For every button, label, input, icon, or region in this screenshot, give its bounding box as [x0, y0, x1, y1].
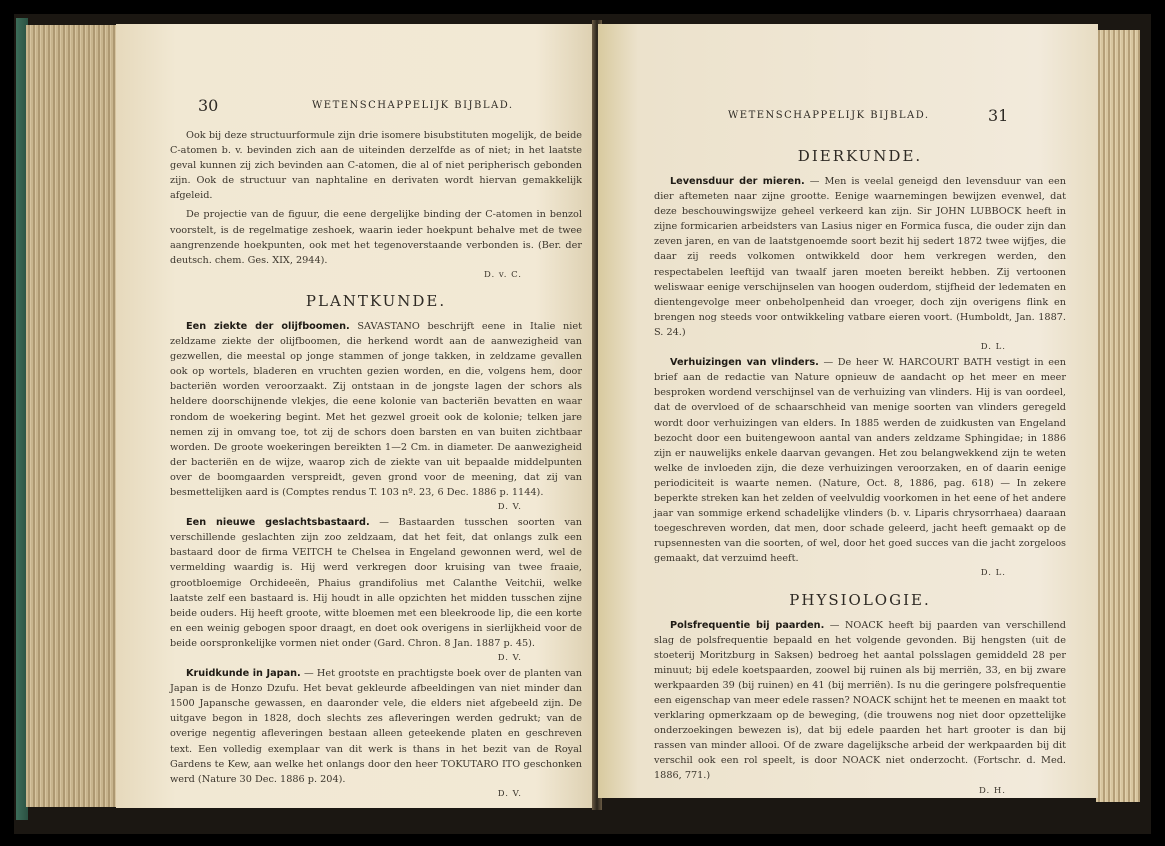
page-number: 31 [988, 106, 1009, 125]
right-page [598, 24, 1098, 798]
signature: D. V. [497, 502, 522, 513]
article [654, 618, 1066, 784]
article [170, 515, 582, 651]
article-title: Polsfrequentie bij paarden. [670, 619, 825, 631]
article-title: Kruidkunde in Japan. [186, 668, 301, 680]
article [654, 355, 1066, 566]
running-head: WETENSCHAPPELIJK BIJBLAD. [728, 110, 930, 121]
intro-paragraph: Ook bij deze structuurformule zijn drie isomere bisubstituten mogelijk, de beide C-atomen b. v. bevinden zich aan de uiteinden derzelfde as of niet; in het laatste geval kunnen zij zich bevinden aan C-atomen, die al of niet peripherisch gebonden zijn. Ook de structuur van naphtaline en derivaten wordt hiervan gemakkelijk afgeleid. [170, 130, 582, 202]
page-number: 30 [198, 96, 219, 115]
article-body: SAVASTANO beschrijft eene in Italie niet zeldzame ziekte der olijfboomen, die herkend wordt aan de aanwezigheid van gezwellen, die meestal op jonge stammen of jonge takken, in zeldzame gevallen ook op wortels, bladeren en vruchten gezien worden, en die, volgens hem, door bacteriën worden veroorzaakt. Zij ontstaan in de jongste lagen der schors als heldere doorschijnende vlekjes, die eene kolonie van bacteriën bevatten en waar rondom de woekering begint. Met het gezwel groeit ook de kolonie; telken jare nemen zij in omvang toe, tot zij de schors doen barsten en van buiten zichtbaar worden. De groote woekeringen bereikten 1—2 Cm. in diameter. De aanwezigheid der bacteriën en de wijze, waarop zich de ziekte van uit bepaalde middelpunten over de boomgaarden verspreidt, geven grond voor de meening, dat zij van besmettelijken aard is (Comptes rendus T. 103 nº. 23, 6 Dec. 1886 p. 1144). [170, 320, 582, 498]
article-title: Levensduur der mieren. [670, 176, 805, 187]
article [170, 666, 582, 787]
signature: D. v. C. [483, 269, 522, 280]
section-title: PHYSIOLOGIE. [789, 590, 931, 609]
article-body: — Men is veelal geneigd den levensduur van een dier aftemeten naar zijne grootte. Eenige waarnemingen bewijzen evenwel, dat deze beschouwingswijze geheel verkeerd kan zijn. Sir JOHN LUBBOCK heeft in zijne formicarien arbeidsters van Lasius niger en Formica fusca, die ouder zijn dan zeven jaren, en van de laatstgenoemde soort bezit hij sedert 1872 twee wijfjes, die daar zij reeds volkomen ontwikkeld door hem verkregen werden, den respectabelen leeftijd van twaalf jaren moeten bereikt hebben. Zij vertoonen weliswaar eenige verschijnselen van hoogen ouderdom, stijfheid der ledematen en dientengevolge meer onbeholpenheid dan vroeger, doch zijn overigens flink en brengen nog steeds voor ontwikkeling vatbare eieren voort. (Humboldt, Jan. 1887. S. 24.) [654, 176, 1066, 338]
article [170, 319, 582, 500]
article-body: — Het grootste en prachtigste boek over de planten van Japan is de Honzo Dzufu. Het bevat gekleurde afbeeldingen van niet minder dan 1500 Japansche gewassen, en daaronder vele, die elders niet afgebeeld zijn. De uitgave begon in 1828, doch slechts zes afleveringen werden gedrukt; van de overige negentig afleveringen bestaan alleen geteekende platen en geschreven text. Een volledig exemplaar van dit werk is thans in het bezit van de Royal Gardens te Kew, aan welke het onlangs door den heer TOKUTARO ITO geschonken werd (Nature 30 Dec. 1886 p. 204). [170, 668, 582, 785]
running-head: WETENSCHAPPELIJK BIJBLAD. [312, 100, 514, 111]
signature: D. V. [497, 788, 522, 799]
signature: D. H. [978, 785, 1006, 796]
intro-paragraph: De projectie van de figuur, die eene dergelijke binding der C-atomen in benzol voorstelt, is de regelmatige zeshoek, waarin ieder hoekpunt behalve met de twee aangrenzende hoekpunten, ook met het tegenoverstaande verbonden is. (Ber. der deutsch. chem. Ges. XIX, 2944). [170, 209, 582, 266]
signature: D. L. [980, 342, 1006, 353]
article-body: — Bastaarden tusschen soorten van verschillende geslachten zijn zoo zeldzaam, dat het feit, dat onlangs zulk een bastaard door de firma VEITCH te Chelsea in Engeland gewonnen werd, wel de vermelding waardig is. Hij werd verkregen door kruising van twee fraaie, grootbloemige Orchideeën, Phaius grandifolius met Calanthe Veitchii, welke laatste zelf een bastaard is. Hij houdt in alle opzichten het midden tusschen zijne beide ouders. Hij heeft groote, witte bloemen met een bleekroode lip, die een korte en een weinig gebogen spoor draagt, en doet ook overigens in sierlijkheid voor de beide oorspronkelijke vormen niet onder (Gard. Chron. 8 Jan. 1887 p. 45). [170, 517, 582, 649]
section-title: PLANTKUNDE. [305, 291, 447, 310]
article-title: Een ziekte der olijfboomen. [186, 320, 350, 332]
page-edges-right [1096, 30, 1140, 802]
section-title: DIERKUNDE. [797, 147, 923, 165]
article-title: Een nieuwe geslachtsbastaard. [186, 517, 370, 529]
right-page-text [654, 146, 1066, 798]
left-page-text [170, 128, 582, 802]
article-body: — NOACK heeft bij paarden van verschillend slag de polsfrequentie bepaald en het volgende gevonden. Bij hengsten (uit de stoeterij Moritzburg in Saksen) bedroeg het aantal polsslagen gemiddeld 28 per minuut; bij edele koetspaarden, zoowel bij ruinen als bij merriën, 33, en bij zware werkpaarden 39 (bij ruinen) en 41 (bij merriën). Is nu die geringere polsfrequentie een eigenschap van meer edele rassen? NOACK schijnt het te meenen en maakt tot verklaring opmerkzaam op de beweging, (die trouwens nog niet door opzettelijke onderzoekingen bewezen is), dat bij edele paarden het hart grooter is dan bij rassen van minder allooi. Of de zware dagelijksche arbeid der werkpaarden bij dit verschil ook een rol speelt, is door NOACK niet onderzocht. (Fortschr. d. Med. 1886, 771.) [654, 619, 1066, 782]
page-edges-left [26, 25, 118, 807]
article-body: — De heer W. HARCOURT BATH vestigt in een brief aan de redactie van Nature opnieuw de aandacht op het meer en meer besproken wordend verschijnsel van de verhuizing van vlinders. Hij is van oordeel, dat de overvloed of de schaarschheid van menige soorten van vlinders geregeld wordt door verhuizingen van elders. In 1885 werden de zuidkusten van Engeland bezocht door een buitengewoon aantal van anders zeldzame Sphingidae; in 1886 zijn er nauwelijks enkele daarvan gevangen. Het zou belangwekkend zijn te weten welke de invloeden zijn, die deze verhuizingen veroorzaken, en of daarin eenige periodiciteit is waarte nemen. (Nature, Oct. 8, 1886, pag. 618) — In zekere beperkte streken kan het zelden of veelvuldig voorkomen in het eene of het andere jaar van sommige erkend schadelijke vlinders (b. v. Liparis chrysorrhaea) daaraan toegeschreven worden, dat men, door schade geleerd, jacht heeft gemaakt op de rupsennesten van die soorten, of wel, door het goed succes van die jacht zorgeloos gemaakt, dat verzuimd heeft. [654, 357, 1066, 565]
article-title: Verhuizingen van vlinders. [670, 357, 819, 369]
signature: D. L. [980, 568, 1006, 579]
left-page [116, 24, 594, 808]
article [654, 174, 1066, 340]
signature: D. V. [497, 653, 522, 663]
